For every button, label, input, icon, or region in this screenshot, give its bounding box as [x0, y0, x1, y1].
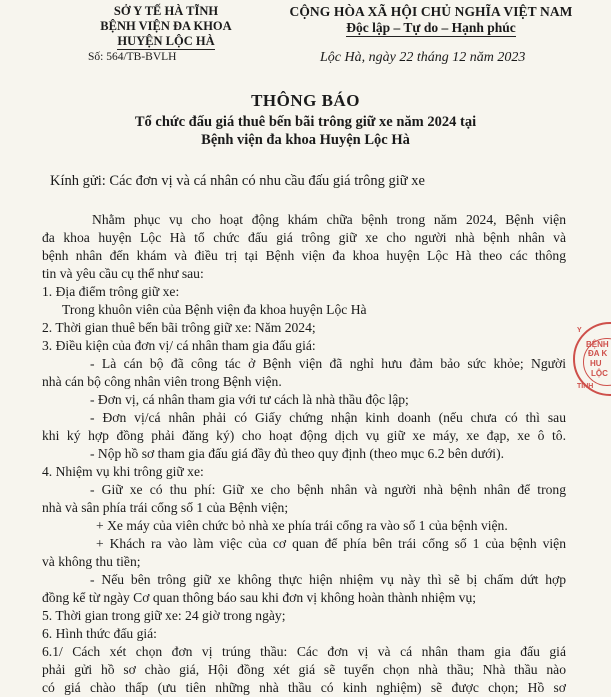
section-4-item-4b: đồng kể từ ngày Cơ quan thông báo sau khi đơn vị không hoàn thành nhiệm vụ;	[42, 590, 477, 605]
intro-line-3: bệnh nhân đến khám và điều trị tại Bệnh viện đa khoa huyện Lộc Hà theo các thông	[42, 248, 566, 263]
document-body	[42, 211, 566, 697]
section-4-item-4a: - Nếu bên trông giữ xe không thực hiện nhiệm vụ này thì sẽ bị chấm dứt hợp	[90, 572, 566, 587]
section-3-item-4: - Nộp hồ sơ tham gia đấu giá đầy đủ theo quy định (theo mục 6.2 bên dưới).	[90, 446, 504, 461]
seal-text-4: LỘC	[591, 369, 608, 378]
issuer-line-1: SỞ Y TẾ HÀ TĨNH	[113, 4, 219, 18]
seal-text-bottom: TỈNH	[577, 383, 594, 390]
section-6-heading: 6. Hình thức đấu giá:	[42, 626, 157, 641]
seal-text-top: Y	[577, 327, 582, 334]
section-1-heading: 1. Địa điểm trông giữ xe:	[42, 284, 180, 299]
section-3-item-3a: - Đơn vị/cá nhân phải có Giấy chứng nhận kinh doanh (nếu chưa có thì sau	[90, 410, 566, 425]
section-4-item-2: + Xe máy của viên chức bỏ nhà xe phía trái cổng ra vào số 1 của bệnh viện.	[96, 518, 508, 533]
document-date: Lộc Hà, ngày 22 tháng 12 năm 2023	[320, 50, 526, 65]
section-6-1-line-b: phải gửi hồ sơ chào giá, Hội đồng xét giá sẽ tuyển chọn nhà thầu; Nhà thầu nào	[42, 662, 566, 677]
section-1-text: Trong khuôn viên của Bệnh viện đa khoa huyện Lộc Hà	[62, 302, 367, 317]
subtitle-line-1: Tổ chức đấu giá thuê bến bãi trông giữ xe năm 2024 tại	[134, 114, 477, 130]
intro-line-1: Nhằm phục vụ cho hoạt động khám chữa bệnh trong năm 2024, Bệnh viện	[92, 212, 566, 227]
national-header	[286, 4, 576, 37]
seal-text-3: HU	[590, 359, 602, 368]
seal-text-1: BỆNH	[586, 340, 609, 349]
national-motto: Độc lập – Tự do – Hạnh phúc	[346, 20, 516, 35]
section-5-heading: 5. Thời gian trong giữ xe: 24 giờ trong ngày;	[42, 608, 286, 623]
section-3-heading: 3. Điều kiện của đơn vị/ cá nhân tham gia đấu giá:	[42, 338, 316, 353]
issuer-line-2: BỆNH VIỆN ĐA KHOA	[100, 19, 232, 33]
document-subtitle	[0, 113, 611, 149]
document-number: Số: 564/TB-BVLH	[88, 51, 177, 63]
section-4-item-3a: + Khách ra vào làm việc của cơ quan để phía bên trái cổng số 1 của bệnh viện	[96, 536, 566, 551]
seal-text-2: ĐA K	[588, 349, 608, 358]
section-6-1-line-c: có giá chào thấp (ưu tiên những nhà thầu có kinh nghiệm) sẽ được chọn; Hồ sơ	[42, 680, 566, 695]
national-title: CỘNG HÒA XÃ HỘI CHỦ NGHĨA VIỆT NAM	[289, 4, 573, 19]
section-2-heading: 2. Thời gian thuê bến bãi trông giữ xe: Năm 2024;	[42, 320, 316, 335]
intro-line-4: tin và yêu cầu cụ thể như sau:	[42, 266, 204, 281]
section-4-heading: 4. Nhiệm vụ khi trông giữ xe:	[42, 464, 204, 479]
issuer-line-3: HUYỆN LỘC HÀ	[117, 34, 215, 48]
section-3-item-1b: nhà cán bộ công nhân viên trong Bệnh viện.	[42, 374, 282, 389]
section-6-1-line-a: 6.1/ Cách xét chọn đơn vị trúng thầu: Các đơn vị và cá nhân tham gia đấu giá	[42, 644, 566, 659]
issuer-header	[86, 4, 246, 65]
section-3-item-2: - Đơn vị, cá nhân tham gia với tư cách là nhà thầu độc lập;	[90, 392, 409, 407]
section-3-item-1a: - Là cán bộ đã công tác ở Bệnh viện đã nghỉ hưu đảm bảo sức khỏe; Người	[90, 356, 566, 371]
red-seal-stamp	[573, 322, 611, 396]
section-4-item-1b: nhà và sân phía trái cổng số 1 của Bệnh viện;	[42, 500, 289, 515]
section-4-item-3b: và không thu tiền;	[42, 554, 141, 569]
section-3-item-3b: khi ký hợp đồng phải đăng ký) cho hoạt động dịch vụ giữ xe máy, xe đạp, xe ô tô.	[42, 428, 566, 443]
section-4-item-1a: - Giữ xe có thu phí: Giữ xe cho bệnh nhân và người nhà bệnh nhân để trong	[90, 482, 566, 497]
intro-line-2: đa khoa huyện Lộc Hà tổ chức đấu giá trông giữ xe cho người nhà bệnh nhân và	[42, 230, 566, 245]
subtitle-line-2: Bệnh viện đa khoa Huyện Lộc Hà	[201, 132, 410, 148]
document-title: THÔNG BÁO	[251, 91, 360, 110]
recipient-line: Kính gửi: Các đơn vị và cá nhân có nhu cầu đấu giá trông giữ xe	[50, 173, 425, 189]
